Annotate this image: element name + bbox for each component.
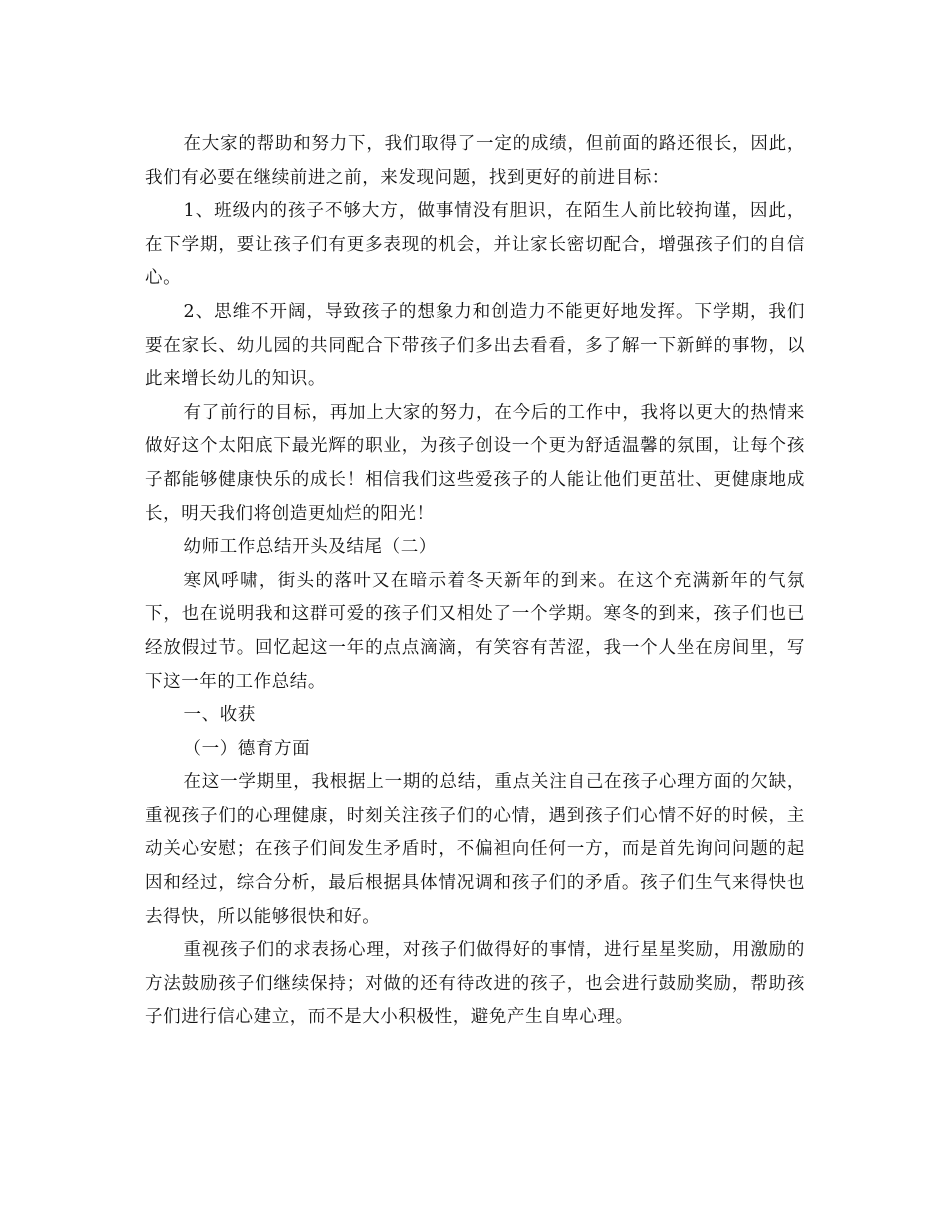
paragraph-moral-education-1: 在这一学期里，我根据上一期的总结，重点关注自己在孩子心理方面的欠缺，重视孩子们的心理健康，时刻关注孩子们的心情，遇到孩子们心情不好的时候，主动关心安慰；在孩子们间发生矛盾时，不偏袒向任何一方，而是首先询问问题的起因和经过，综合分析，最后根据具体情况调和孩子们的矛盾。孩子们生气来得快也去得快，所以能够很快和好。 <box>145 772 805 927</box>
section-heading-part-two: 幼师工作总结开头及结尾（二） <box>183 537 437 558</box>
paragraph-conclusion: 有了前行的目标，再加上大家的努力，在今后的工作中，我将以更大的热情来做好这个太阳底下最光辉的职业，为孩子创设一个更为舒适温馨的氛围，让每个孩子都能够健康快乐的成长！相信我们这些爱孩子的人能让他们更茁壮、更健康地成长，明天我们将创造更灿烂的阳光！ <box>145 402 805 524</box>
heading-harvest: 一、收获 <box>183 705 256 726</box>
subheading-moral-education: （一）德育方面 <box>183 738 311 759</box>
paragraph-progress-intro: 在大家的帮助和努力下，我们取得了一定的成绩，但前面的路还很长，因此，我们有必要在继续前进之前，来发现问题，找到更好的前进目标： <box>145 134 805 188</box>
paragraph-goal-1: 1、班级内的孩子不够大方，做事情没有胆识，在陌生人前比较拘谨，因此，在下学期，要让孩子们有更多表现的机会，并让家长密切配合，增强孩子们的自信心。 <box>145 201 805 289</box>
paragraph-moral-education-2: 重视孩子们的求表扬心理，对孩子们做得好的事情，进行星星奖励，用激励的方法鼓励孩子们继续保持；对做的还有待改进的孩子，也会进行鼓励奖励，帮助孩子们进行信心建立，而不是大小积极性，避免产生自卑心理。 <box>145 940 805 1028</box>
paragraph-goal-2: 2、思维不开阔，导致孩子的想象力和创造力不能更好地发挥。下学期，我们要在家长、幼儿园的共同配合下带孩子们多出去看看，多了解一下新鲜的事物，以此来增长幼儿的知识。 <box>145 301 805 390</box>
paragraph-opening: 寒风呼啸，街头的落叶又在暗示着冬天新年的到来。在这个充满新年的气氛下，也在说明我和这群可爱的孩子们又相处了一个学期。寒冬的到来，孩子们也已经放假过节。回忆起这一年的点点滴滴，有笑容有苦涩，我一个人坐在房间里，写下这一年的工作总结。 <box>145 570 805 692</box>
document-body <box>145 128 805 1035</box>
